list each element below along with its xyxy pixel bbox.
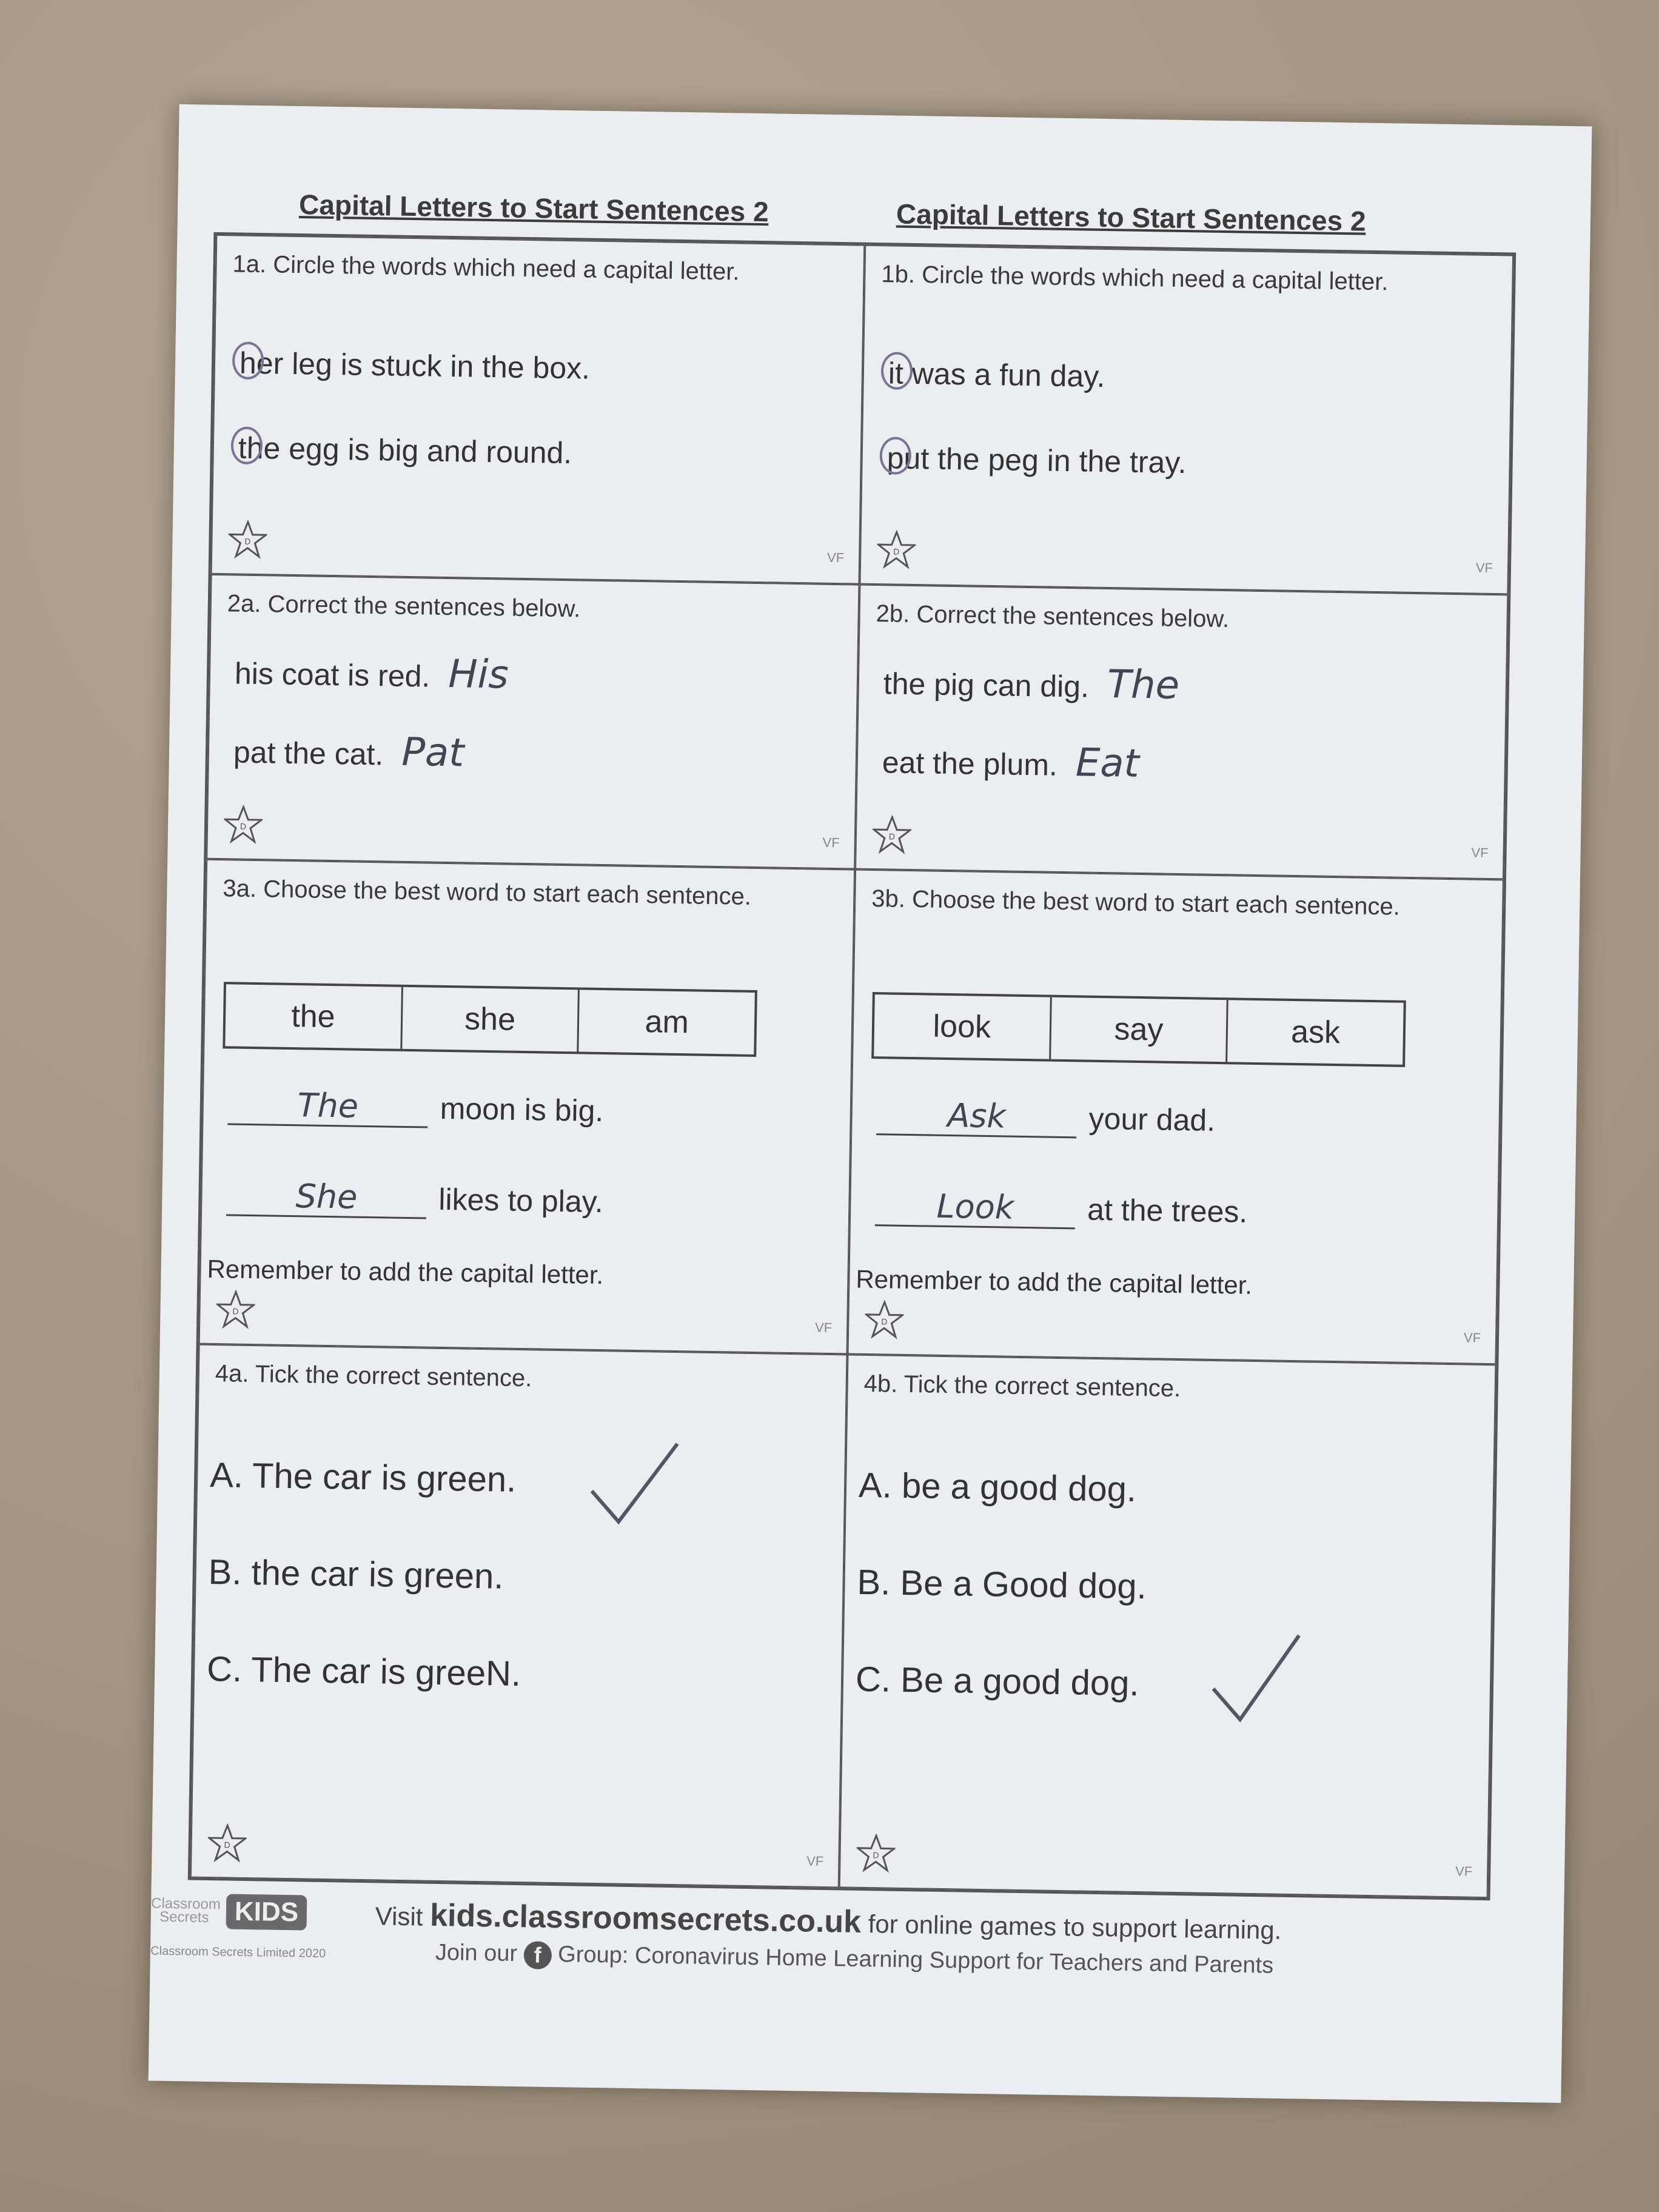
question-prompt: 1a. Circle the words which need a capital letter.: [232, 250, 740, 286]
handwritten-answer: Pat: [401, 729, 464, 776]
question-3b: [848, 870, 1504, 1365]
question-prompt: 2a. Correct the sentences below.: [227, 590, 581, 623]
word-option: she: [402, 987, 580, 1052]
star-icon: [877, 530, 916, 569]
tick-icon: [585, 1436, 683, 1535]
sentence: the pig can dig. The: [883, 662, 1180, 708]
question-prompt: 4a. Tick the correct sentence.: [215, 1360, 532, 1392]
sentence: pat the cat. Pat: [233, 729, 464, 776]
star-icon: [224, 805, 263, 844]
question-1b: [859, 245, 1513, 595]
sentence: She likes to play.: [226, 1176, 603, 1222]
page-title-left: Capital Letters to Start Sentences 2: [298, 189, 769, 228]
site-link[interactable]: kids.classroomsecrets.co.uk: [429, 1897, 862, 1940]
kids-badge: KIDS: [226, 1894, 307, 1930]
sentence: the egg is big and round.: [238, 431, 572, 471]
footer-visit: Visit kids.classroomsecrets.co.uk for online games to support learning.: [375, 1897, 1282, 1945]
word-option: ask: [1290, 1014, 1341, 1051]
handwritten-answer: She: [226, 1176, 427, 1219]
handwritten-answer: Look: [875, 1186, 1076, 1229]
option-a: A. be a good dog.: [858, 1465, 1137, 1509]
footer-join: Join our f Group: Coronavirus Home Learning Support for Teachers and Parents: [435, 1939, 1274, 1979]
svg-text:D: D: [240, 821, 247, 831]
word-option: am: [645, 1004, 689, 1041]
star-icon: [228, 520, 267, 559]
handwritten-answer: Ask: [876, 1095, 1077, 1138]
worksheet-page: [138, 104, 1592, 2103]
question-2a: [206, 574, 859, 870]
handwritten-answer: His: [447, 651, 509, 698]
vf-label: VF: [814, 1319, 833, 1336]
question-grid: [188, 232, 1516, 1900]
option-b: B. the car is green.: [208, 1552, 504, 1597]
option-c: C. The car is greeN.: [206, 1649, 521, 1694]
option-a: A. The car is green.: [209, 1455, 517, 1500]
sentence: Look at the trees.: [875, 1186, 1248, 1232]
star-icon: [856, 1834, 896, 1873]
reminder-text: Remember to add the capital letter.: [207, 1254, 604, 1290]
star-icon: [872, 815, 911, 854]
word-bank: [223, 982, 757, 1057]
sentence: his coat is red. His: [234, 651, 509, 698]
handwritten-answer: The: [1107, 662, 1180, 708]
question-prompt: 3a. Choose the best word to start each sentence.: [223, 875, 752, 910]
sentence: Ask your dad.: [876, 1095, 1215, 1141]
vf-label: VF: [1471, 845, 1489, 860]
option-b: B. Be a Good dog.: [857, 1562, 1147, 1607]
page-title-right: Capital Letters to Start Sentences 2: [896, 198, 1366, 237]
sentence: her leg is stuck in the box.: [240, 346, 591, 386]
sentence: put the peg in the tray.: [886, 440, 1187, 480]
question-2b: [855, 585, 1508, 880]
question-4a: [190, 1344, 848, 1888]
word-option: say: [1051, 997, 1228, 1062]
svg-text:D: D: [224, 1840, 230, 1850]
classroom-secrets-logo: Classroom Secrets KIDS: [150, 1893, 307, 1931]
question-prompt: 3b. Choose the best word to start each sentence.: [871, 885, 1401, 920]
star-icon: [865, 1300, 904, 1339]
svg-text:D: D: [232, 1306, 239, 1316]
star-icon: [216, 1290, 255, 1329]
vf-label: VF: [1475, 560, 1493, 576]
question-prompt: 2b. Correct the sentences below.: [876, 600, 1230, 633]
svg-text:D: D: [893, 546, 900, 557]
svg-text:D: D: [873, 1850, 879, 1860]
vf-label: VF: [806, 1853, 824, 1869]
sentence: it was a fun day.: [888, 355, 1105, 394]
word-bank: [871, 992, 1406, 1067]
tick-icon: [1207, 1628, 1305, 1726]
star-icon: [207, 1823, 247, 1863]
option-c: C. Be a good dog.: [855, 1659, 1140, 1704]
vf-label: VF: [1455, 1863, 1473, 1879]
handwritten-answer: The: [227, 1085, 428, 1128]
word-option: the: [225, 984, 403, 1049]
vf-label: VF: [826, 549, 845, 566]
vf-label: VF: [822, 834, 840, 851]
svg-text:D: D: [888, 831, 896, 842]
copyright-text: © Classroom Secrets Limited 2020: [138, 1944, 326, 1961]
question-prompt: 1b. Circle the words which need a capital letter.: [881, 261, 1389, 296]
question-3a: [199, 859, 855, 1355]
sentence: eat the plum. Eat: [882, 740, 1140, 786]
handwritten-answer: Eat: [1075, 740, 1140, 786]
reminder-text: Remember to add the capital letter.: [856, 1264, 1253, 1299]
word-option: look: [874, 994, 1051, 1059]
vf-label: VF: [1463, 1330, 1481, 1346]
question-1a: [211, 235, 865, 585]
sentence: The moon is big.: [227, 1085, 604, 1131]
question-prompt: 4b. Tick the correct sentence.: [863, 1370, 1181, 1403]
question-4b: [839, 1354, 1496, 1898]
svg-text:D: D: [881, 1316, 888, 1327]
svg-text:D: D: [244, 536, 251, 546]
facebook-icon: f: [523, 1941, 552, 1969]
